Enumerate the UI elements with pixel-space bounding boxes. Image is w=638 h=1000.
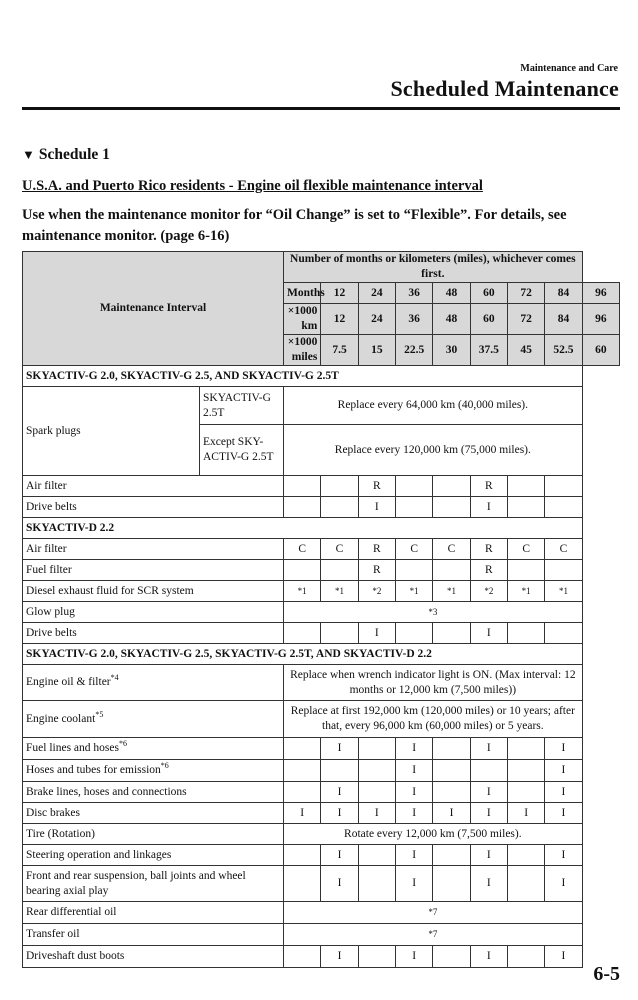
note-mark: *1 <box>507 581 544 602</box>
miles-value: 60 <box>582 335 619 366</box>
note-mark: *1 <box>545 581 582 602</box>
item-label: Steering operation and linkages <box>23 845 284 866</box>
mark: I <box>545 803 582 824</box>
section-name: Maintenance and Care <box>520 63 618 74</box>
table-row <box>23 665 620 701</box>
item-label: Glow plug <box>23 602 284 623</box>
note-mark: *1 <box>321 581 358 602</box>
section-heading: SKYACTIV-G 2.0, SKYACTIV-G 2.5, AND SKYACTIV-G 2.5T <box>23 366 583 387</box>
month-value: 12 <box>321 283 358 304</box>
note-mark: *1 <box>284 581 321 602</box>
intro-text: Use when the maintenance monitor for “Oil Change” is set to “Flexible”. For details, see maintenance monitor. (page 6-16) <box>22 207 567 244</box>
mark: I <box>321 866 358 902</box>
mark: I <box>545 760 582 782</box>
mark: I <box>396 782 433 803</box>
section-heading: SKYACTIV-D 2.2 <box>23 518 583 539</box>
note-mark: *7 <box>284 902 583 924</box>
page-title: Scheduled Maintenance <box>390 76 619 101</box>
table-row <box>23 476 620 497</box>
section-row <box>23 644 620 665</box>
km-value: 72 <box>507 304 544 335</box>
miles-value: 30 <box>433 335 470 366</box>
section-row <box>23 518 620 539</box>
interval-note: Replace when wrench indicator light is ON. (Max interval: 12 months or 12,000 km (7,500 miles)) <box>284 665 583 701</box>
mark: R <box>470 560 507 581</box>
mark: I <box>507 803 544 824</box>
mark: I <box>545 845 582 866</box>
table-row <box>23 623 620 644</box>
mark: I <box>545 738 582 760</box>
km-value: 84 <box>545 304 582 335</box>
header-divider <box>22 107 620 110</box>
footnote-ref: *6 <box>118 739 127 749</box>
mark: I <box>321 946 358 968</box>
miles-value: 45 <box>507 335 544 366</box>
table-row <box>23 902 620 924</box>
mark: I <box>470 497 507 518</box>
footnote-ref: *5 <box>95 709 104 719</box>
mark: I <box>321 738 358 760</box>
table-row <box>23 924 620 946</box>
mark: R <box>470 539 507 560</box>
interval-header: Number of months or kilometers (miles), whichever comes first. <box>284 252 583 283</box>
mark: R <box>358 539 395 560</box>
table-row <box>23 738 620 760</box>
km-value: 48 <box>433 304 470 335</box>
variant-label: SKYACTIV-G 2.5T <box>200 387 284 425</box>
mark: R <box>358 560 395 581</box>
item-label: Fuel filter <box>23 560 284 581</box>
mark: I <box>396 845 433 866</box>
note-mark: *3 <box>284 602 583 623</box>
table-row <box>23 845 620 866</box>
miles-value: 15 <box>358 335 395 366</box>
maintenance-table <box>22 251 620 968</box>
month-value: 72 <box>507 283 544 304</box>
footnote-ref: *6 <box>160 761 169 771</box>
km-value: 12 <box>321 304 358 335</box>
mark: I <box>545 946 582 968</box>
table-row <box>23 946 620 968</box>
page-number: 6-5 <box>593 963 620 985</box>
mark: R <box>470 476 507 497</box>
section-heading: SKYACTIV-G 2.0, SKYACTIV-G 2.5, SKYACTIV-G 2.5T, AND SKYACTIV-D 2.2 <box>23 644 583 665</box>
interval-note: Rotate every 12,000 km (7,500 miles). <box>284 824 583 845</box>
item-label: Drive belts <box>23 497 284 518</box>
table-row <box>23 497 620 518</box>
item-label <box>23 760 284 782</box>
mark: I <box>396 803 433 824</box>
table-row <box>23 824 620 845</box>
item-label: Spark plugs <box>23 387 200 476</box>
section-row <box>23 366 620 387</box>
item-label: Tire (Rotation) <box>23 824 284 845</box>
table-row <box>23 387 620 425</box>
item-label: Driveshaft dust boots <box>23 946 284 968</box>
item-label <box>23 701 284 738</box>
maintenance-interval-label: Maintenance Interval <box>23 252 284 366</box>
mark: C <box>507 539 544 560</box>
mark: I <box>470 782 507 803</box>
subtitle: U.S.A. and Puerto Rico residents - Engine oil flexible maintenance interval <box>22 178 483 194</box>
mark: C <box>321 539 358 560</box>
mark: I <box>396 866 433 902</box>
item-label: Rear differential oil <box>23 902 284 924</box>
table-row <box>23 782 620 803</box>
item-label: Air filter <box>23 539 284 560</box>
mark: I <box>321 782 358 803</box>
table-row <box>23 539 620 560</box>
km-value: 60 <box>470 304 507 335</box>
table-row <box>23 701 620 738</box>
item-label: Air filter <box>23 476 284 497</box>
item-label-text: Hoses and tubes for emission <box>26 764 161 776</box>
item-label: Transfer oil <box>23 924 284 946</box>
note-mark: *2 <box>470 581 507 602</box>
item-label <box>23 665 284 701</box>
variant-label: Except SKY-ACTIV-G 2.5T <box>200 425 284 476</box>
mark: I <box>470 866 507 902</box>
item-label-text: Engine oil & filter <box>26 676 111 688</box>
mark: I <box>433 803 470 824</box>
mark: I <box>470 738 507 760</box>
schedule-heading <box>22 146 110 164</box>
miles-value: 7.5 <box>321 335 358 366</box>
table-row <box>23 602 620 623</box>
mark: I <box>545 782 582 803</box>
mark: I <box>358 497 395 518</box>
km-label: ×1000 km <box>284 304 321 335</box>
mark: R <box>358 476 395 497</box>
mark: I <box>358 803 395 824</box>
month-value: 84 <box>545 283 582 304</box>
km-value: 96 <box>582 304 619 335</box>
note-mark: *1 <box>396 581 433 602</box>
table-header-row <box>23 252 620 283</box>
miles-label: ×1000 miles <box>284 335 321 366</box>
mark: I <box>545 866 582 902</box>
note-mark: *2 <box>358 581 395 602</box>
footnote-ref: *4 <box>110 673 119 683</box>
month-value: 36 <box>396 283 433 304</box>
mark: I <box>396 760 433 782</box>
item-label-text: Engine coolant <box>26 712 96 725</box>
mark: C <box>545 539 582 560</box>
note-mark: *1 <box>433 581 470 602</box>
km-value: 36 <box>396 304 433 335</box>
mark: I <box>470 623 507 644</box>
item-label: Diesel exhaust fluid for SCR system <box>23 581 284 602</box>
table-row <box>23 581 620 602</box>
interval-note: Replace every 64,000 km (40,000 miles). <box>284 387 583 425</box>
mark: I <box>321 845 358 866</box>
month-value: 24 <box>358 283 395 304</box>
mark: I <box>470 946 507 968</box>
table-row <box>23 866 620 902</box>
interval-note: Replace at first 192,000 km (120,000 miles) or 10 years; after that, every 96,000 km (60,000 miles) or 5 years. <box>284 701 583 738</box>
miles-value: 22.5 <box>396 335 433 366</box>
table-row <box>23 560 620 581</box>
triangle-down-icon: ▼ <box>22 147 35 162</box>
schedule-heading-text: Schedule 1 <box>38 146 110 163</box>
km-value: 24 <box>358 304 395 335</box>
mark: I <box>358 623 395 644</box>
months-label: Months <box>284 283 321 304</box>
mark: I <box>470 803 507 824</box>
miles-value: 52.5 <box>545 335 582 366</box>
mark: I <box>321 803 358 824</box>
item-label: Drive belts <box>23 623 284 644</box>
mark: I <box>470 845 507 866</box>
table-row <box>23 760 620 782</box>
note-mark: *7 <box>284 924 583 946</box>
item-label: Brake lines, hoses and connections <box>23 782 284 803</box>
item-label-text: Fuel lines and hoses <box>26 742 119 754</box>
month-value: 60 <box>470 283 507 304</box>
mark: I <box>396 738 433 760</box>
mark: I <box>284 803 321 824</box>
mark: C <box>396 539 433 560</box>
item-label: Front and rear suspension, ball joints and wheel bearing axial play <box>23 866 284 902</box>
item-label: Disc brakes <box>23 803 284 824</box>
month-value: 48 <box>433 283 470 304</box>
item-label <box>23 738 284 760</box>
mark: I <box>396 946 433 968</box>
month-value: 96 <box>582 283 619 304</box>
mark: C <box>433 539 470 560</box>
miles-value: 37.5 <box>470 335 507 366</box>
table-row <box>23 803 620 824</box>
interval-note: Replace every 120,000 km (75,000 miles). <box>284 425 583 476</box>
mark: C <box>284 539 321 560</box>
